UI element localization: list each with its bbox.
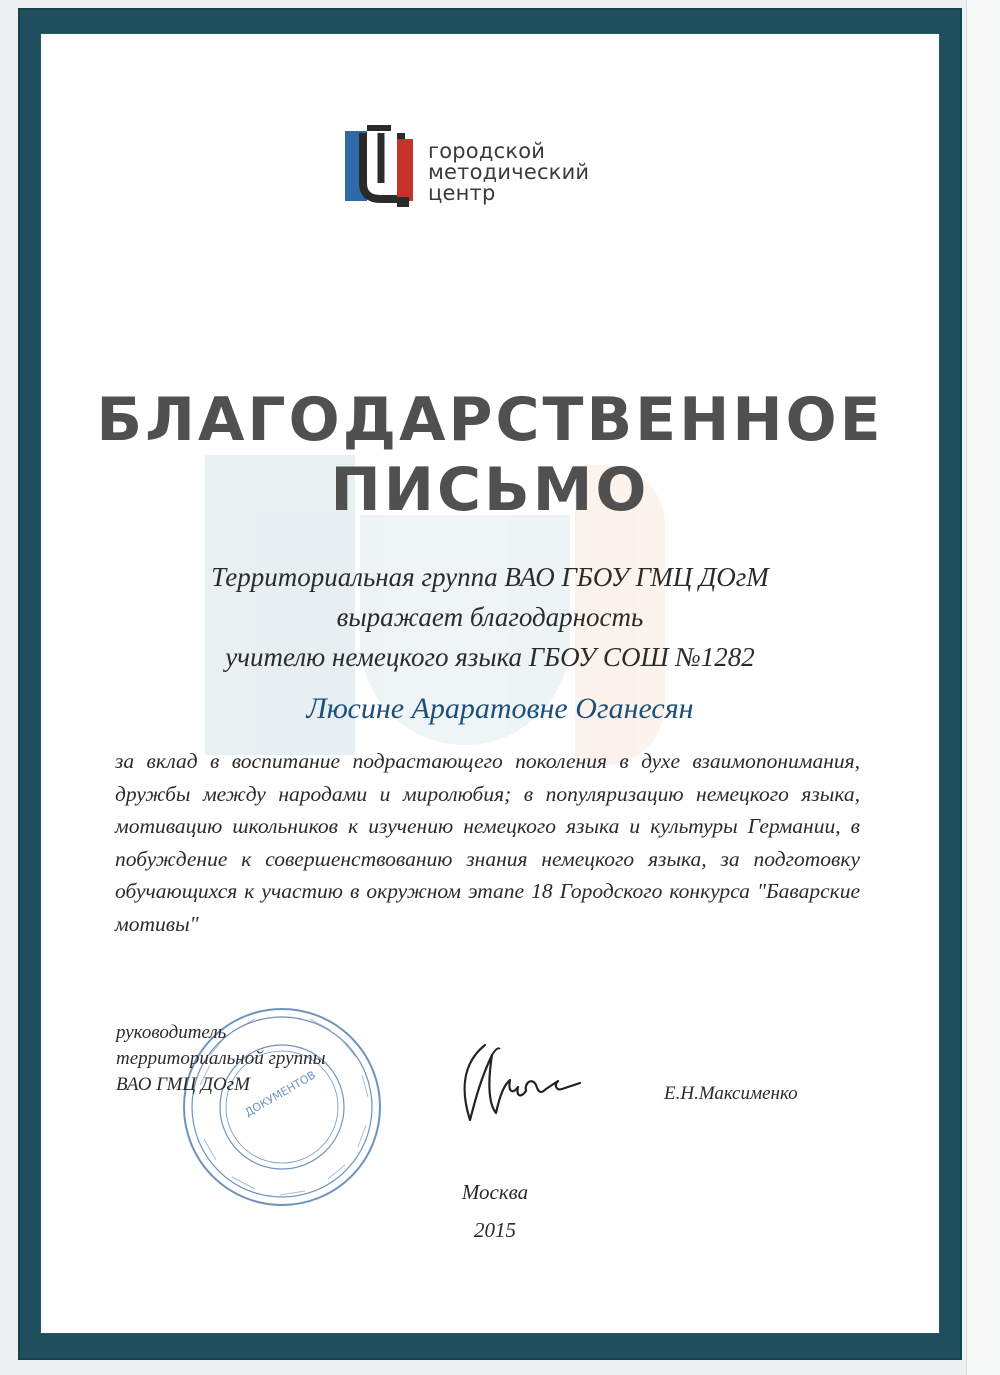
- scan-margin-strip: [966, 0, 1000, 1375]
- gmc-logo-text: [428, 141, 589, 204]
- year: 2015: [474, 1218, 516, 1242]
- logo-line-3: центр: [428, 181, 496, 205]
- logo-line-2: методический: [428, 160, 590, 184]
- logo-line-1: городской: [428, 139, 546, 163]
- recipient-name: Люсине Араратовне Оганесян: [306, 692, 694, 725]
- signer-line-2: территориальной группы: [116, 1048, 326, 1069]
- signer-line-3: ВАО ГМЦ ДОгМ: [116, 1074, 250, 1095]
- signer-line-1: руководитель: [116, 1022, 227, 1043]
- intro-line-2: выражает благодарность: [336, 602, 644, 632]
- signer-position: [116, 1020, 325, 1098]
- gmc-logo: [345, 125, 645, 215]
- signer-name: Е.Н.Максименко: [664, 1083, 798, 1104]
- document-title-line-2: ПИСЬМО: [330, 455, 650, 525]
- handwritten-signature: [440, 1025, 590, 1135]
- intro-line-1: Территориальная группа ВАО ГБОУ ГМЦ ДОгМ: [211, 562, 769, 592]
- intro-line-3: учителю немецкого языка ГБОУ СОШ №1282: [225, 642, 755, 672]
- gmc-logo-icon: [345, 125, 420, 207]
- gratitude-text: за вклад в воспитание подрастающего поколения в духе взаимопонимания, дружбы между народами и миролюбия; в популяризацию немецкого языка, мотивацию школьников к изучению немецкого языка и культуры Германии, в побуждение к совершенствованию знания немецкого языка, за подготовку обучающихся к участию в окружном этапе 18 Городского конкурса "Баварские мотивы": [115, 749, 860, 936]
- document-title-line-1: БЛАГОДАРСТВЕННОЕ: [96, 385, 884, 455]
- stamp-text: ДОКУМЕНТОВ: [242, 1068, 318, 1120]
- city: Москва: [461, 1180, 529, 1204]
